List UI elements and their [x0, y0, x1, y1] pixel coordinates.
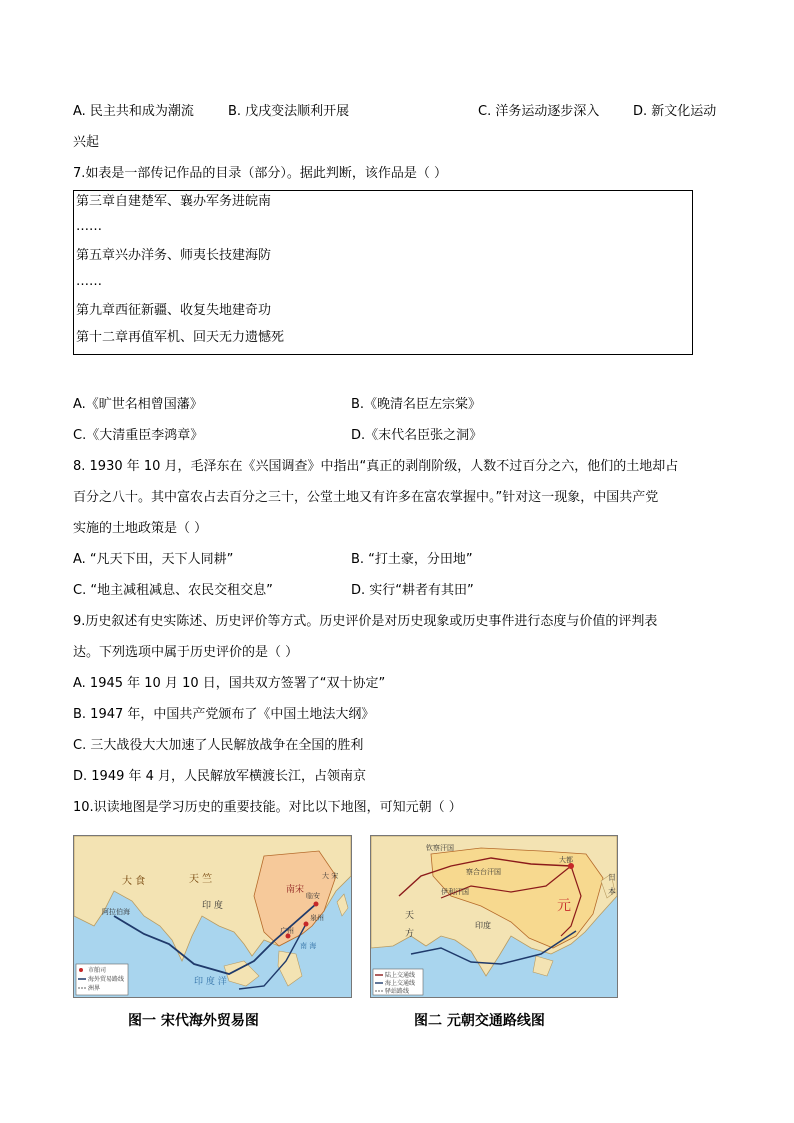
map2-label: 大都 — [559, 856, 573, 864]
map2-label: 元 — [557, 898, 571, 914]
toc-row: …… — [76, 274, 102, 289]
map1-label: 印 度 洋 — [194, 977, 227, 987]
map2-label: 伊利汗国 — [441, 888, 469, 896]
q7-option-b: B.《晚清名臣左宗棠》 — [351, 397, 482, 412]
q7-option-d: D.《末代名臣张之洞》 — [351, 428, 483, 443]
q9-stem-line2: 达。下列选项中属于历史评价的是（ ） — [73, 645, 299, 660]
map1-label: 南 海 — [300, 942, 317, 950]
q10-stem: 10.识读地图是学习历史的重要技能。对比以下地图，可知元朝（ ） — [73, 800, 462, 815]
q6-option-d: D. 新文化运动 — [633, 104, 717, 119]
yuan-route-map — [370, 835, 618, 998]
toc-row: 第十二章再值军机、回天无力遗憾死 — [76, 330, 285, 345]
map1-label: 印 度 — [202, 901, 223, 911]
map2-label: 方 — [405, 929, 415, 939]
map1-caption: 图一 宋代海外贸易图 — [128, 1013, 259, 1029]
q8-stem-line2: 百分之八十。其中富农占去百分之三十，公堂土地又有许多在富农掌握中。”针对这一现象，中国共产党 — [73, 490, 659, 505]
map1-label: 临安 — [306, 892, 320, 900]
q7-option-a: A.《旷世名相曾国藩》 — [73, 397, 203, 412]
q8-option-a: A. “凡天下田，天下人同耕” — [73, 552, 234, 567]
q8-stem-line1: 8. 1930 年 10 月，毛泽东在《兴国调查》中指出“真正的剥削阶级，人数不过百分之六，他们的土地却占 — [73, 459, 679, 474]
toc-row: …… — [76, 219, 102, 234]
q7-toc-table — [73, 190, 693, 355]
q7-stem: 7.如表是一部传记作品的目录（部分）。据此判断，该作品是（ ） — [73, 166, 448, 181]
q6-option-c: C. 洋务运动逐步深入 — [478, 104, 600, 119]
map2-label: 察合台汗国 — [466, 868, 501, 876]
map2-caption: 图二 元朝交通路线图 — [414, 1013, 545, 1029]
map1-label: 大 宋 — [322, 872, 339, 880]
q8-option-d: D. 实行“耕者有其田” — [351, 583, 474, 598]
q9-option-c: C. 三大战役大大加速了人民解放战争在全国的胜利 — [73, 738, 364, 753]
map1-label: 大 食 — [122, 876, 146, 887]
q7-option-c: C.《大清重臣李鸿章》 — [73, 428, 204, 443]
map1-label: 南宋 — [286, 885, 305, 895]
q9-option-b: B. 1947 年，中国共产党颁布了《中国土地法大纲》 — [73, 707, 375, 722]
q6-option-a: A. 民主共和成为潮流 — [73, 104, 194, 119]
map2-label: 钦察汗国 — [426, 844, 454, 852]
map1-legend-item: 洲界 — [88, 985, 101, 992]
map2-legend-item: 海上交通线 — [385, 980, 416, 987]
map2-legend-item: 陆上交通线 — [385, 972, 416, 979]
map1-label: 广州 — [280, 927, 294, 935]
toc-row: 第五章兴办洋务、师夷长技建海防 — [76, 248, 272, 263]
map2-label: 印度 — [475, 921, 491, 930]
q6-option-d-cont: 兴起 — [73, 135, 100, 150]
q9-option-d: D. 1949 年 4 月，人民解放军横渡长江，占领南京 — [73, 769, 367, 784]
map2-label: 天 — [405, 911, 415, 921]
map2-label: 日 — [608, 873, 616, 882]
map1-legend-item: 市舶司 — [88, 967, 107, 974]
q8-option-c: C. “地主减租减息、农民交租交息” — [73, 583, 273, 598]
map2-label: 本 — [608, 887, 616, 896]
q8-option-b: B. “打土豪，分田地” — [351, 552, 473, 567]
q9-option-a: A. 1945 年 10 月 10 日，国共双方签署了“双十协定” — [73, 676, 386, 691]
song-trade-map — [73, 835, 352, 998]
toc-row: 第三章自建楚军、襄办军务进皖南 — [76, 194, 272, 209]
map1-legend-item: 海外贸易路线 — [88, 976, 125, 983]
map2-legend-item: 驿站路线 — [385, 988, 410, 995]
map1-label: 泉州 — [310, 914, 324, 922]
q9-stem-line1: 9.历史叙述有史实陈述、历史评价等方式。历史评价是对历史现象或历史事件进行态度与价值的评判表 — [73, 614, 658, 629]
q8-stem-line3: 实施的土地政策是（ ） — [73, 521, 208, 536]
map1-label: 阿拉伯海 — [102, 908, 130, 916]
q6-option-b: B. 戊戌变法顺利开展 — [228, 104, 350, 119]
map1-label: 天 竺 — [189, 874, 213, 885]
toc-row: 第九章西征新疆、收复失地建奇功 — [76, 303, 272, 318]
